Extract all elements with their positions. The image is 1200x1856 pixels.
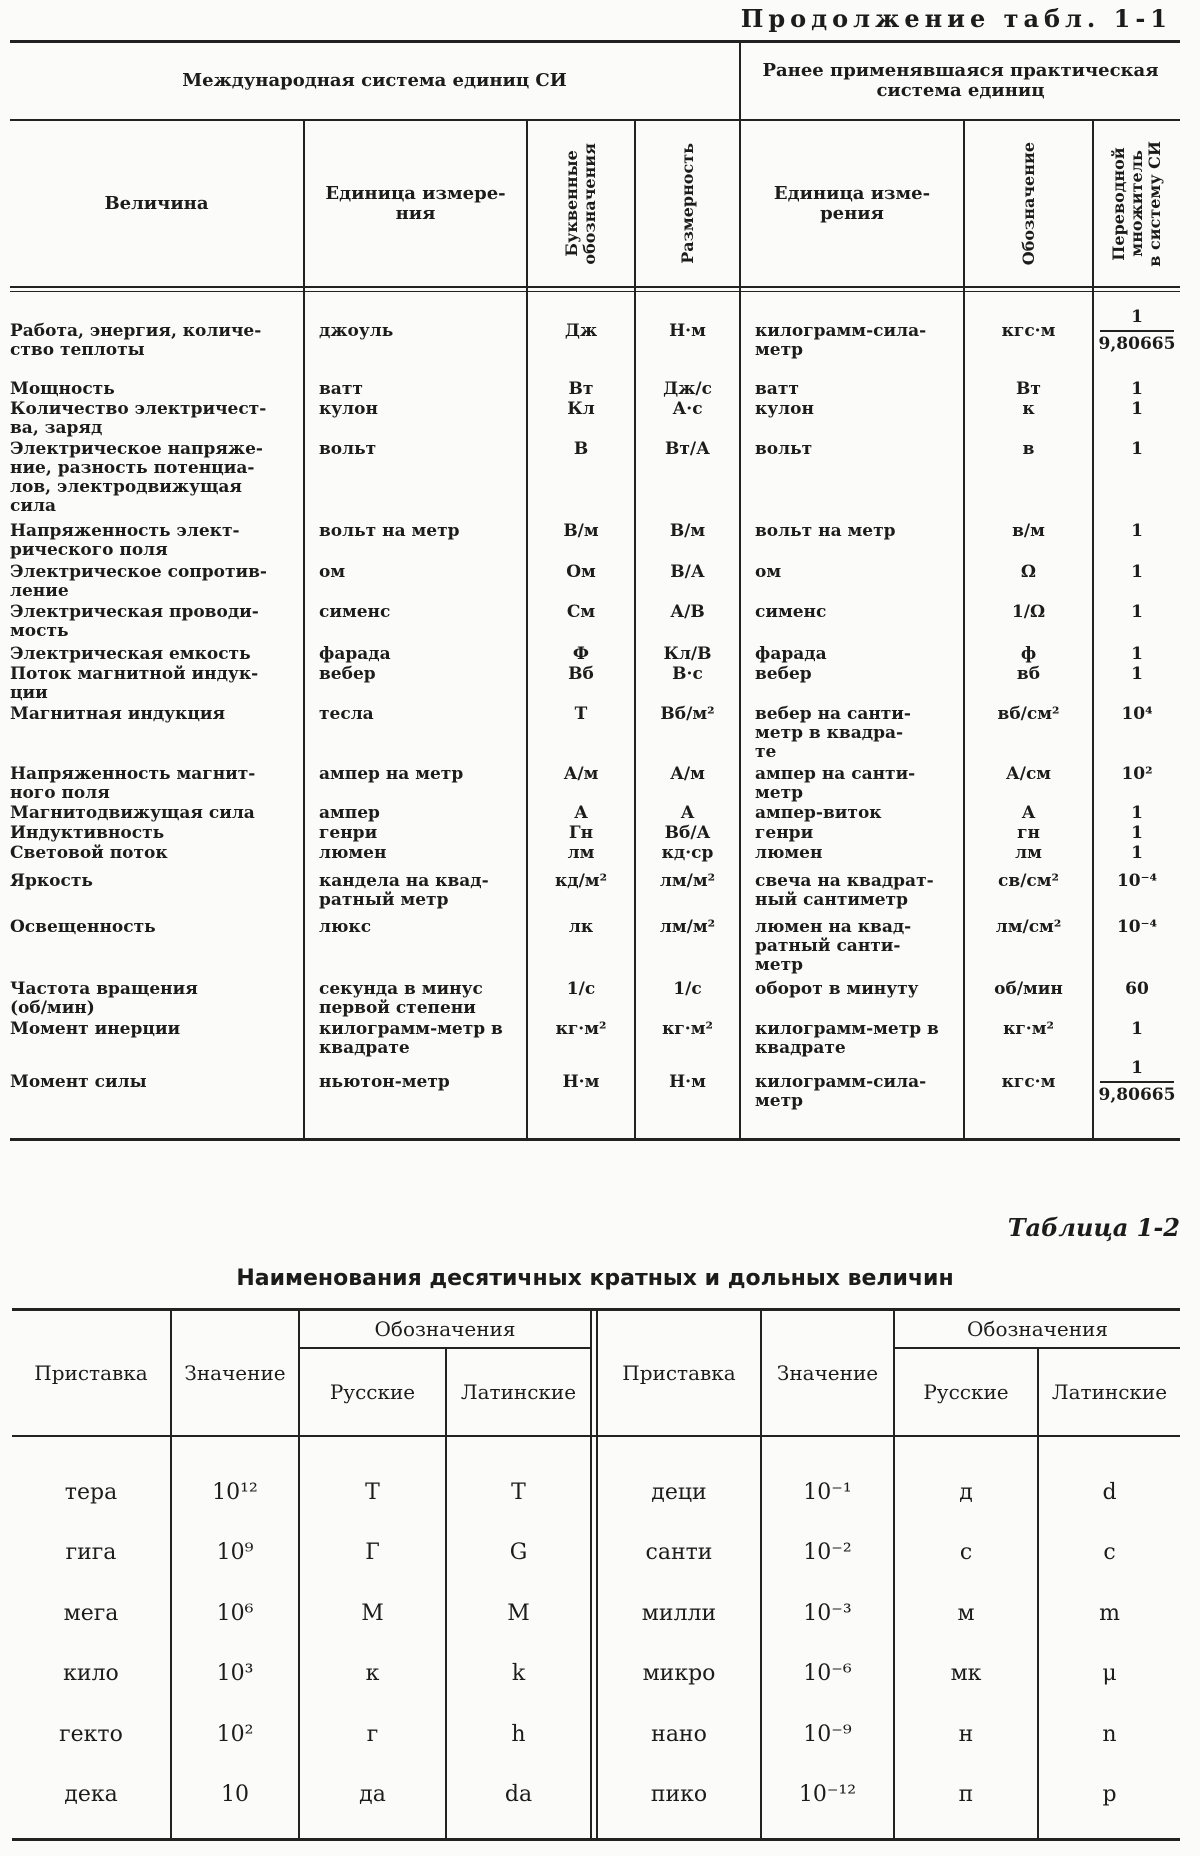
col-header-old-unit: Единица изме- рения [773, 182, 931, 224]
table-bottom-rule [10, 1138, 1180, 1141]
cell-old-symbol: кгс·м [1001, 1072, 1056, 1092]
prefix-cell-ru: н [958, 1721, 974, 1747]
cell-quantity: Освещенность [10, 917, 156, 937]
cell-dimension: Вб/А [664, 823, 711, 843]
cell-unit: кандела на квад- ратный метр [319, 871, 489, 910]
cell-dimension: кд·ср [661, 843, 714, 863]
cell-unit: ватт [319, 379, 363, 399]
t2-div-middle [590, 1311, 592, 1838]
cell-old-unit: килограмм-метр в квадрате [755, 1019, 939, 1058]
cell-factor: 1 [1131, 439, 1143, 459]
cell-symbol: Кл [567, 399, 595, 419]
col-header-old-symbol [965, 121, 1092, 286]
t2-header-russian-right: Русские [923, 1380, 1009, 1404]
prefix-cell-value: 10⁻⁶ [803, 1661, 852, 1686]
t2-bottom-rule [12, 1838, 1180, 1841]
col-header-dimension-text: Размерность [677, 143, 697, 264]
prefix-cell-value: 10⁻¹² [798, 1782, 857, 1807]
cell-old-unit: ом [755, 562, 782, 582]
cell-old-unit: кулон [755, 399, 814, 419]
cell-symbol: Гн [568, 823, 594, 843]
prefix-cell-ru: да [359, 1782, 386, 1807]
cell-symbol: См [566, 602, 596, 622]
cell-factor: 1 [1131, 823, 1143, 843]
t2-header-latin-right: Латинские [1051, 1380, 1168, 1404]
column-header-rule [10, 286, 1180, 288]
cell-quantity: Количество электричест- ва, заряд [10, 399, 267, 438]
prefix-cell-value: 10⁹ [216, 1540, 254, 1565]
prefix-cell-prefix: микро [642, 1661, 716, 1686]
cell-symbol: Ф [572, 644, 590, 664]
cell-dimension: В/м [669, 521, 706, 541]
cell-unit: сименс [319, 602, 391, 622]
cell-old-symbol: ф [1020, 644, 1037, 664]
prefix-cell-lat: c [1103, 1540, 1116, 1565]
cell-old-unit: генри [755, 823, 814, 843]
prefix-cell-value: 10 [221, 1782, 249, 1807]
fraction-bar [1100, 1081, 1174, 1083]
cell-symbol: А [574, 803, 588, 823]
prefix-cell-prefix: тера [64, 1479, 118, 1505]
cell-unit: люкс [319, 917, 372, 937]
t2-header-russian-left: Русские [329, 1380, 416, 1404]
cell-factor: 1 [1131, 664, 1143, 684]
cell-quantity: Момент инерции [10, 1019, 181, 1039]
cell-factor: 10⁻⁴ [1116, 917, 1158, 937]
cell-dimension: А [680, 803, 695, 823]
prefix-cell-lat: d [1102, 1479, 1117, 1505]
cell-quantity: Напряженность элект- рического поля [10, 521, 240, 560]
cell-old-unit: сименс [755, 602, 827, 622]
cell-quantity: Поток магнитной индук- ции [10, 664, 259, 703]
cell-unit: фарада [319, 644, 391, 664]
cell-old-symbol: А [1021, 803, 1036, 823]
cell-old-symbol: к [1022, 399, 1035, 419]
cell-factor: 1 [1131, 602, 1143, 622]
cell-old-symbol: лм/см² [995, 917, 1062, 937]
cell-symbol: В [573, 439, 589, 459]
cell-unit: генри [319, 823, 378, 843]
group-header-old-system: Ранее применявшаяся практическая система единиц [762, 60, 1159, 101]
col-header-unit: Единица измере- ния [325, 182, 506, 224]
cell-unit: секунда в минус первой степени [319, 979, 483, 1018]
factor-denominator: 9,80665 [1098, 1085, 1176, 1105]
prefix-cell-value: 10⁶ [216, 1600, 254, 1626]
cell-factor: 1 [1131, 843, 1143, 863]
prefix-cell-ru: Т [365, 1479, 380, 1505]
factor-numerator: 1 [1131, 307, 1143, 327]
prefix-cell-prefix: деци [651, 1479, 707, 1505]
cell-quantity: Яркость [10, 871, 93, 891]
cell-symbol: Т [574, 704, 588, 724]
cell-old-unit: люмен на квад- ратный санти- метр [755, 917, 912, 975]
prefix-cell-lat: p [1102, 1782, 1117, 1807]
prefix-cell-ru: мк [950, 1661, 982, 1686]
cell-factor: 1 [1131, 379, 1143, 399]
cell-old-unit: оборот в минуту [755, 979, 919, 999]
col-header-factor-text: Переводной множитель в систему СИ [1109, 140, 1164, 267]
cell-dimension: Кл/В [663, 644, 712, 664]
prefix-cell-prefix: кило [63, 1661, 119, 1686]
cell-unit: вольт [319, 439, 377, 459]
cell-symbol: Дж [564, 321, 598, 341]
cell-old-unit: ампер-виток [755, 803, 882, 823]
cell-factor-fraction [1094, 308, 1180, 354]
cell-unit: ом [319, 562, 346, 582]
prefix-cell-ru: г [366, 1721, 379, 1747]
prefix-cell-lat: m [1099, 1600, 1120, 1626]
cell-symbol: кд/м² [554, 871, 608, 891]
cell-quantity: Мощность [10, 379, 115, 399]
cell-unit: килограмм-метр в квадрате [319, 1019, 503, 1058]
prefix-cell-prefix: мега [63, 1600, 119, 1626]
prefix-cell-prefix: пико [650, 1782, 708, 1807]
cell-dimension: Н·м [669, 1072, 706, 1092]
cell-dimension: лм/м² [659, 917, 716, 937]
t2-header-latin-left: Латинские [460, 1380, 577, 1404]
prefix-cell-prefix: гига [65, 1540, 117, 1565]
cell-dimension: В·с [672, 664, 703, 684]
cell-old-symbol: вб/см² [997, 704, 1060, 724]
cell-quantity: Магнитодвижущая сила [10, 803, 255, 823]
cell-factor: 60 [1125, 979, 1149, 999]
col-header-letter [528, 121, 634, 286]
cell-quantity: Индуктивность [10, 823, 165, 843]
cell-quantity: Электрическая проводи- мость [10, 602, 259, 641]
cell-old-unit: фарада [755, 644, 827, 664]
cell-factor: 10⁻⁴ [1116, 871, 1158, 891]
cell-unit: кулон [319, 399, 378, 419]
cell-factor-fraction [1094, 1059, 1180, 1105]
cell-old-unit: вольт на метр [755, 521, 896, 541]
prefix-cell-value: 10⁻¹ [803, 1479, 852, 1505]
cell-quantity: Момент силы [10, 1072, 147, 1092]
prefix-cell-ru: с [959, 1540, 973, 1565]
col-header-factor [1094, 121, 1180, 286]
cell-unit: джоуль [319, 321, 394, 341]
fraction-bar [1100, 330, 1174, 332]
cell-dimension: В/А [670, 562, 705, 582]
prefix-cell-lat: M [507, 1600, 530, 1626]
cell-quantity: Электрическая емкость [10, 644, 251, 664]
col-header-dimension [636, 121, 739, 286]
cell-dimension: 1/с [673, 979, 702, 999]
prefix-cell-lat: k [511, 1661, 526, 1686]
cell-old-symbol: А/см [1005, 764, 1052, 784]
cell-factor: 1 [1131, 1019, 1143, 1039]
cell-old-symbol: кг·м² [1003, 1019, 1054, 1039]
cell-old-symbol: св/см² [998, 871, 1059, 891]
cell-dimension: А/м [670, 764, 705, 784]
cell-factor: 1 [1131, 399, 1143, 419]
t2-header-value-left: Значение [184, 1361, 286, 1385]
cell-quantity: Световой поток [10, 843, 168, 863]
continuation-label: Продолжение табл. 1-1 [740, 4, 1172, 33]
cell-symbol: В/м [563, 521, 599, 541]
cell-old-unit: килограмм-сила- метр [755, 1072, 927, 1111]
prefix-cell-prefix: нано [651, 1721, 707, 1747]
prefix-cell-ru: М [361, 1600, 384, 1626]
cell-unit: ампер [319, 803, 380, 823]
t2-header-value-right: Значение [776, 1361, 879, 1385]
cell-dimension: А/В [670, 602, 705, 622]
cell-old-symbol: 1/Ω [1011, 602, 1046, 622]
cell-old-unit: свеча на квадрат- ный сантиметр [755, 871, 934, 910]
cell-quantity: Электрическое напряже- ние, разность потенциа- лов, электродвижущая сила [10, 439, 263, 516]
cell-quantity: Магнитная индукция [10, 704, 226, 724]
cell-symbol: Ом [566, 562, 596, 582]
t2-header-symbols-right: Обозначения [967, 1317, 1108, 1341]
cell-old-unit: вебер [755, 664, 812, 684]
cell-unit: вольт на метр [319, 521, 460, 541]
cell-old-unit: килограмм-сила- метр [755, 321, 927, 360]
prefix-cell-prefix: дека [64, 1782, 118, 1807]
prefix-cell-lat: h [511, 1721, 526, 1747]
prefix-cell-value: 10⁻⁹ [803, 1721, 852, 1747]
cell-dimension: Вб/м² [660, 704, 715, 724]
cell-old-symbol: об/мин [994, 979, 1063, 999]
prefix-cell-value: 10⁻³ [803, 1600, 852, 1626]
prefix-cell-value: 10⁻² [803, 1540, 852, 1565]
cell-old-symbol: Вт [1016, 379, 1041, 399]
cell-old-unit: ватт [755, 379, 799, 399]
cell-old-symbol: гн [1017, 823, 1040, 843]
col-header-quantity: Величина [104, 192, 209, 214]
prefix-cell-prefix: гекто [59, 1721, 123, 1747]
t2-header-symbols-left: Обозначения [374, 1317, 516, 1341]
cell-old-unit: ампер на санти- метр [755, 764, 916, 803]
cell-old-symbol: в [1022, 439, 1035, 459]
prefix-cell-prefix: санти [645, 1540, 713, 1565]
cell-symbol: Н·м [562, 1072, 600, 1092]
cell-unit: ньютон-метр [319, 1072, 450, 1092]
prefix-cell-value: 10² [216, 1721, 254, 1747]
cell-dimension: Дж/с [663, 379, 712, 399]
cell-quantity: Частота вращения (об/мин) [10, 979, 198, 1018]
table2-title: Наименования десятичных кратных и дольных величин [236, 1265, 954, 1291]
cell-factor: 1 [1131, 521, 1143, 541]
prefix-cell-ru: к [365, 1661, 380, 1686]
cell-dimension: А·с [672, 399, 703, 419]
group-header-si: Международная система единиц СИ [182, 70, 567, 91]
cell-old-unit: вебер на санти- метр в квадра- те [755, 704, 911, 762]
cell-symbol: Вб [568, 664, 594, 684]
table2-label: Таблица 1-2 [1007, 1213, 1180, 1242]
cell-old-unit: люмен [755, 843, 823, 863]
factor-numerator: 1 [1131, 1058, 1143, 1078]
cell-unit: тесла [319, 704, 374, 724]
prefix-cell-value: 10³ [216, 1661, 254, 1686]
cell-symbol: 1/с [566, 979, 596, 999]
cell-symbol: А/м [563, 764, 599, 784]
factor-denominator: 9,80665 [1098, 334, 1176, 354]
cell-old-unit: вольт [755, 439, 813, 459]
cell-dimension: Вт/А [665, 439, 710, 459]
prefix-cell-prefix: милли [641, 1600, 717, 1626]
cell-symbol: лм [567, 843, 595, 863]
cell-factor: 10⁴ [1121, 704, 1153, 724]
t2-header-prefix-right: Приставка [622, 1361, 736, 1385]
cell-factor: 1 [1131, 562, 1143, 582]
cell-factor: 10² [1121, 764, 1153, 784]
col-header-old-symbol-text: Обозначение [1018, 141, 1038, 266]
cell-factor: 1 [1131, 803, 1143, 823]
cell-factor: 1 [1131, 644, 1143, 664]
cell-old-symbol: вб [1016, 664, 1041, 684]
cell-dimension: Н·м [669, 321, 706, 341]
cell-quantity: Напряженность магнит- ного поля [10, 764, 256, 803]
prefix-cell-ru: Г [365, 1540, 380, 1565]
cell-old-symbol: лм [1015, 843, 1042, 863]
prefix-cell-ru: п [958, 1782, 974, 1807]
prefix-cell-ru: д [959, 1479, 973, 1505]
cell-quantity: Работа, энергия, количе- ство теплоты [10, 321, 262, 360]
cell-symbol: Вт [568, 379, 594, 399]
cell-dimension: лм/м² [659, 871, 716, 891]
column-header-rule-2 [10, 291, 1180, 292]
prefix-cell-lat: n [1102, 1721, 1117, 1747]
cell-symbol: лк [568, 917, 594, 937]
cell-dimension: кг·м² [662, 1019, 713, 1039]
prefix-cell-value: 10¹² [212, 1479, 258, 1505]
cell-quantity: Электрическое сопротив- ление [10, 562, 267, 601]
prefix-cell-lat: T [511, 1479, 526, 1505]
cell-symbol: кг·м² [555, 1019, 607, 1039]
cell-old-symbol: Ω [1020, 562, 1037, 582]
prefix-cell-lat: da [504, 1782, 533, 1807]
cell-old-symbol: кгс·м [1001, 321, 1056, 341]
prefix-cell-ru: м [957, 1600, 975, 1626]
cell-unit: люмен [319, 843, 387, 863]
col-header-letter-text: Буквенные обозначения [562, 142, 599, 265]
cell-unit: ампер на метр [319, 764, 464, 784]
t2-header-prefix-left: Приставка [34, 1361, 148, 1385]
prefix-cell-lat: G [509, 1540, 528, 1565]
cell-old-symbol: в/м [1012, 521, 1045, 541]
cell-unit: вебер [319, 664, 376, 684]
prefix-cell-lat: μ [1102, 1661, 1117, 1686]
